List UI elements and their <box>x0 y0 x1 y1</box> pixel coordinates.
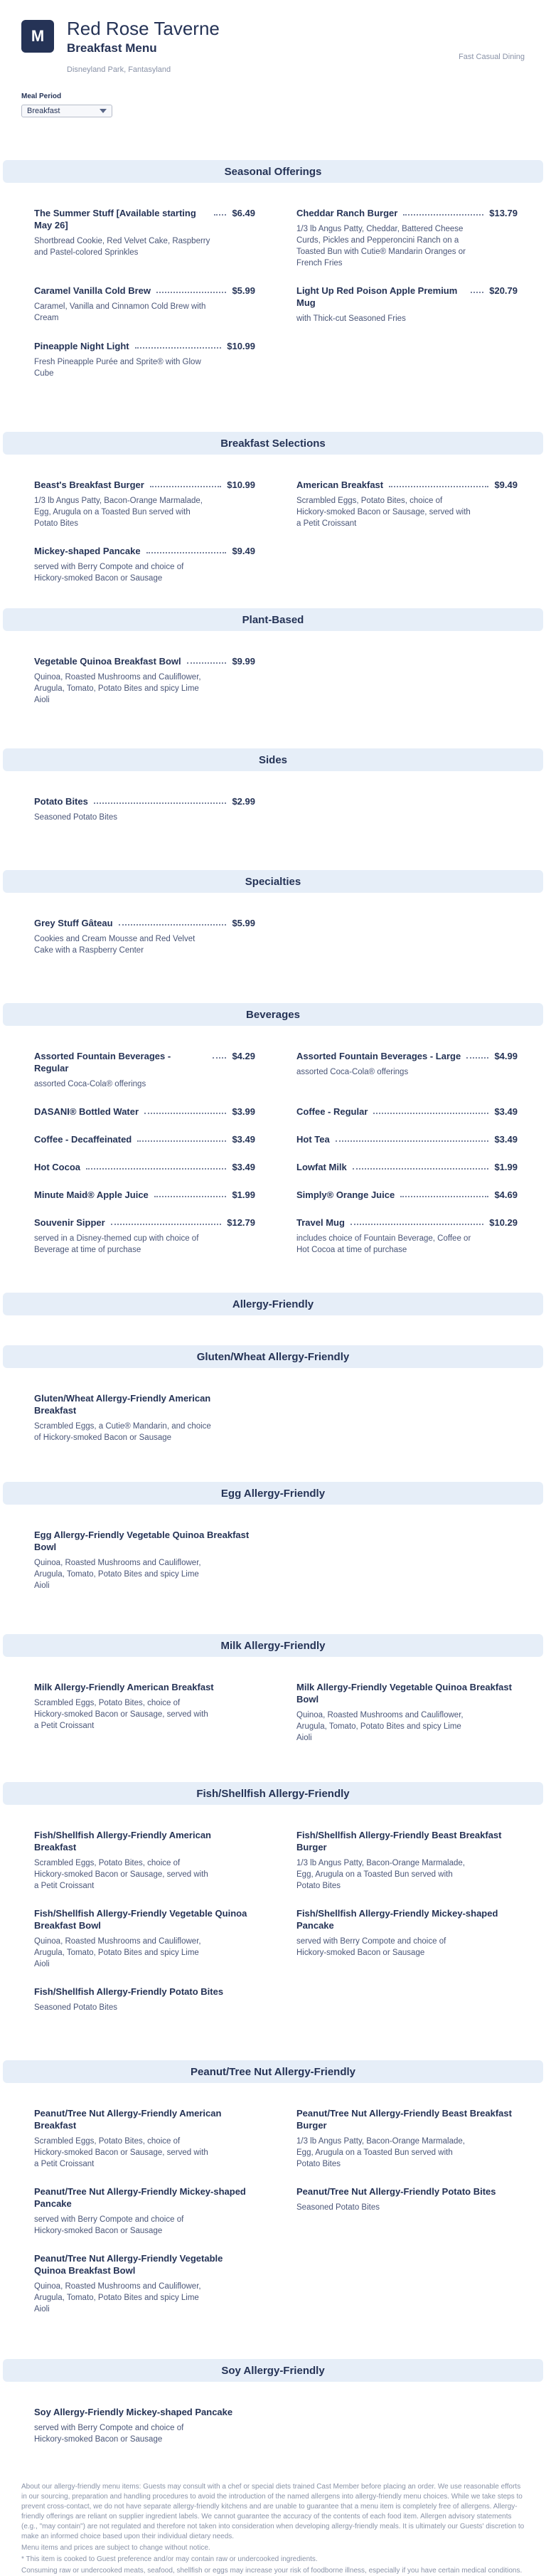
menu-item <box>296 1907 518 1970</box>
menu-item <box>34 1907 255 1970</box>
menu-item-header <box>34 1907 255 1931</box>
menu-item-description: 1/3 lb Angus Patty, Bacon-Orange Marmalade, Egg, Arugula on a Toasted Bun served with Potato Bites <box>296 1859 465 1890</box>
menu-item <box>34 1133 255 1145</box>
menu-item-header <box>34 1829 255 1853</box>
menu-item-name: Assorted Fountain Beverages - Large <box>296 1051 461 1061</box>
menu-item-header <box>296 1829 518 1853</box>
section-beverages <box>0 1003 546 1271</box>
menu-item-description: Quinoa, Roasted Mushrooms and Cauliflower, Arugula, Tomato, Potato Bites and spicy Lime Aioli <box>34 2282 201 2313</box>
price-leader-dots <box>373 1106 488 1114</box>
price-leader-dots <box>471 285 483 293</box>
menu-item-name: Beast's Breakfast Burger <box>34 479 144 490</box>
menu-item-description: served with Berry Compote and choice of Hickory-smoked Bacon or Sausage <box>34 2215 184 2235</box>
menu-item-name: The Summer Stuff [Available starting May 26] <box>34 208 196 230</box>
menu-item-name: Vegetable Quinoa Breakfast Bowl <box>34 656 181 667</box>
menu-item-list <box>0 631 546 721</box>
menu-item-header <box>34 207 255 231</box>
footer-note: * This item is cooked to Guest preference and/or may contain raw or undercooked ingredients. <box>21 2555 318 2563</box>
menu-item <box>296 1189 518 1201</box>
menu-item-description: Caramel, Vanilla and Cinnamon Cold Brew with Cream <box>34 302 206 322</box>
price-leader-dots <box>146 545 227 553</box>
menu-item-name: Gluten/Wheat Allergy-Friendly American Breakfast <box>34 1393 211 1416</box>
section-title: Seasonal Offerings <box>3 160 543 183</box>
menu-item <box>296 285 518 324</box>
footer-note: Consuming raw or undercooked meats, seafood, shellfish or eggs may increase your risk of foodborne illness, especially if you have certain medical conditions. <box>21 2567 523 2575</box>
menu-item <box>34 479 255 529</box>
menu-item-list <box>0 1368 546 1459</box>
price-leader-dots <box>336 1133 489 1142</box>
chevron-down-icon <box>100 109 107 113</box>
menu-item-description: 1/3 lb Angus Patty, Bacon-Orange Marmalade, Egg, Arugula on a Toasted Bun served with Potato Bites <box>34 497 203 528</box>
dining-type: Fast Casual Dining <box>459 53 525 61</box>
menu-item-description: assorted Coca-Cola® offerings <box>34 1080 146 1088</box>
menu-item-name: Hot Tea <box>296 1134 330 1145</box>
section-title: Fish/Shellfish Allergy-Friendly <box>3 1782 543 1805</box>
footer-note: Menu items and prices are subject to change without notice. <box>21 2544 210 2552</box>
menu-item-header <box>34 2406 255 2418</box>
price-leader-dots <box>150 479 221 487</box>
menu-item-header <box>34 2107 255 2131</box>
menu-item-list <box>0 1657 546 1759</box>
menu-item-price: $3.49 <box>494 1106 518 1117</box>
menu-item-header <box>34 340 255 352</box>
price-leader-dots <box>156 285 226 293</box>
price-leader-dots <box>466 1050 488 1059</box>
menu-item <box>296 1133 518 1145</box>
menu-item-list <box>0 455 546 600</box>
menu-item-description: Seasoned Potato Bites <box>296 2203 380 2212</box>
menu-item-description: served with Berry Compote and choice of Hickory-smoked Bacon or Sausage <box>34 563 184 583</box>
menu-item-name: Peanut/Tree Nut Allergy-Friendly Vegetable Quinoa Breakfast Bowl <box>34 2253 223 2276</box>
menu-item-header <box>296 1133 518 1145</box>
price-leader-dots <box>144 1106 226 1114</box>
menu-item-header <box>34 1133 255 1145</box>
menu-item-header <box>34 917 255 929</box>
menu-item <box>296 207 518 269</box>
menu-item-list <box>0 1805 546 2029</box>
price-leader-dots <box>94 795 227 804</box>
menu-item <box>296 1681 518 1744</box>
menu-item-name: Assorted Fountain Beverages - Regular <box>34 1051 171 1074</box>
menu-item-header <box>34 1529 255 1553</box>
restaurant-name: Red Rose Taverne <box>67 18 220 39</box>
menu-item-price: $13.79 <box>489 208 518 218</box>
menu-item-description: Scrambled Eggs, Potato Bites, choice of Hickory-smoked Bacon or Sausage, served with a Petit Croissant <box>296 497 471 528</box>
menu-item-list <box>0 183 546 395</box>
menu-item-price: $3.49 <box>232 1162 255 1172</box>
menu-item-name: Peanut/Tree Nut Allergy-Friendly Potato Bites <box>296 2186 496 2197</box>
section-title: Sides <box>3 748 543 771</box>
section-seasonal-offerings <box>0 160 546 395</box>
menu-item-header <box>34 285 255 297</box>
menu-item-description: served in a Disney-themed cup with choice of Beverage at time of purchase <box>34 1234 199 1254</box>
menu-name: Breakfast Menu <box>67 41 157 55</box>
menu-item-header <box>296 2107 518 2131</box>
menu-item-price: $3.99 <box>232 1106 255 1117</box>
menu-item-header <box>296 479 518 491</box>
menu-item-price: $3.49 <box>232 1134 255 1145</box>
menu-item-description: served with Berry Compote and choice of Hickory-smoked Bacon or Sausage <box>296 1937 446 1957</box>
menu-item-name: Light Up Red Poison Apple Premium Mug <box>296 285 458 308</box>
section-title: Plant-Based <box>3 608 543 631</box>
menu-item <box>34 1189 255 1201</box>
price-leader-dots <box>350 1217 483 1225</box>
price-leader-dots <box>137 1133 226 1142</box>
menu-item-name: Pineapple Night Light <box>34 341 129 351</box>
section-title: Milk Allergy-Friendly <box>3 1634 543 1657</box>
menu-item-name: Potato Bites <box>34 796 88 807</box>
section-peanut-tree-nut-allergy-friendly <box>0 2060 546 2331</box>
menu-item <box>34 545 255 584</box>
menu-item <box>34 207 255 269</box>
section-title: Breakfast Selections <box>3 432 543 455</box>
menu-item <box>34 655 255 706</box>
menu-item-header <box>34 479 255 491</box>
menu-item-description: Shortbread Cookie, Red Velvet Cake, Raspberry and Pastel-colored Sprinkles <box>34 237 210 257</box>
price-leader-dots <box>214 207 227 216</box>
menu-item <box>296 479 518 529</box>
menu-item-header <box>296 1681 518 1705</box>
menu-item-name: Egg Allergy-Friendly Vegetable Quinoa Breakfast Bowl <box>34 1530 250 1552</box>
menu-item-description: Seasoned Potato Bites <box>34 2003 117 2012</box>
menu-item-name: American Breakfast <box>296 479 384 490</box>
menu-item-description: 1/3 lb Angus Patty, Cheddar, Battered Cheese Curds, Pickles and Pepperoncini Ranch on a Toasted Bun with Cutie® Mandarin Oranges or French Fries <box>296 225 466 267</box>
menu-item-price: $20.79 <box>489 285 518 296</box>
menu-item-name: Simply® Orange Juice <box>296 1189 395 1200</box>
menu-item-description: Quinoa, Roasted Mushrooms and Cauliflower, Arugula, Tomato, Potato Bites and spicy Lime Aioli <box>34 1937 201 1968</box>
section-title: Soy Allergy-Friendly <box>3 2359 543 2382</box>
menu-item-name: Lowfat Milk <box>296 1162 347 1172</box>
menu-logo-icon: M <box>21 20 54 53</box>
meal-period <box>0 92 546 139</box>
section-title: Peanut/Tree Nut Allergy-Friendly <box>3 2060 543 2083</box>
section-plant-based <box>0 608 546 721</box>
menu-item <box>34 1986 255 2013</box>
menu-item-description: assorted Coca-Cola® offerings <box>296 1068 409 1076</box>
menu-item-header <box>34 545 255 557</box>
section-sides <box>0 748 546 839</box>
footer-notes <box>0 2461 546 2576</box>
menu-item-price: $2.99 <box>232 796 255 807</box>
menu-item-list <box>0 893 546 972</box>
price-leader-dots <box>111 1217 222 1225</box>
menu-item-name: Grey Stuff Gâteau <box>34 918 113 928</box>
menu-item-header <box>34 1161 255 1173</box>
section-title: Allergy-Friendly <box>3 1293 543 1315</box>
price-leader-dots <box>86 1161 226 1170</box>
menu-item-header <box>296 1161 518 1173</box>
menu-item-name: Peanut/Tree Nut Allergy-Friendly American Breakfast <box>34 2108 222 2131</box>
menu-item <box>296 1106 518 1118</box>
section-egg-allergy-friendly <box>0 1482 546 1607</box>
menu-sections <box>0 160 546 2461</box>
menu-item-price: $9.49 <box>232 546 255 556</box>
menu-item-list <box>0 1505 546 1607</box>
menu-item-description: Quinoa, Roasted Mushrooms and Cauliflower, Arugula, Tomato, Potato Bites and spicy Lime Aioli <box>34 673 201 704</box>
menu-item-name: Fish/Shellfish Allergy-Friendly Beast Breakfast Burger <box>296 1830 502 1853</box>
meal-period-value: Breakfast <box>27 107 60 115</box>
meal-period-label: Meal Period <box>21 92 62 100</box>
menu-item-description: Quinoa, Roasted Mushrooms and Cauliflower, Arugula, Tomato, Potato Bites and spicy Lime Aioli <box>296 1711 464 1742</box>
menu-item-price: $6.49 <box>232 208 255 218</box>
menu-item-header <box>34 1106 255 1118</box>
section-allergy-friendly <box>0 1293 546 1315</box>
menu-item <box>34 285 255 324</box>
menu-item-name: Travel Mug <box>296 1217 345 1228</box>
menu-item-description: Cookies and Cream Mousse and Red Velvet Cake with a Raspberry Center <box>34 935 196 955</box>
section-title: Gluten/Wheat Allergy-Friendly <box>3 1345 543 1368</box>
menu-item <box>296 1161 518 1173</box>
menu-item <box>296 2107 518 2170</box>
menu-item-description: Scrambled Eggs, a Cutie® Mandarin, and choice of Hickory-smoked Bacon or Sausage <box>34 1422 211 1442</box>
menu-item <box>34 2185 255 2237</box>
menu-item-name: Fish/Shellfish Allergy-Friendly Vegetable Quinoa Breakfast Bowl <box>34 1908 247 1931</box>
menu-item-header <box>296 2185 518 2198</box>
menu-item-name: Coffee - Regular <box>296 1106 368 1117</box>
menu-item-name: Peanut/Tree Nut Allergy-Friendly Mickey-shaped Pancake <box>34 2186 246 2209</box>
menu-item-name: Mickey-shaped Pancake <box>34 546 141 556</box>
menu-item <box>34 917 255 956</box>
menu-item-header <box>296 1106 518 1118</box>
section-title: Beverages <box>3 1003 543 1026</box>
menu-item <box>34 1106 255 1118</box>
menu-item-price: $4.29 <box>232 1051 255 1061</box>
menu-item-description: Seasoned Potato Bites <box>34 813 117 822</box>
menu-item-name: Fish/Shellfish Allergy-Friendly Potato Bites <box>34 1986 224 1997</box>
menu-item-description: served with Berry Compote and choice of Hickory-smoked Bacon or Sausage <box>34 2424 184 2444</box>
price-leader-dots <box>403 207 483 216</box>
menu-item-price: $4.99 <box>494 1051 518 1061</box>
menu-item-header <box>34 795 255 807</box>
menu-item-name: Souvenir Sipper <box>34 1217 105 1228</box>
price-leader-dots <box>187 655 227 664</box>
menu-item <box>296 1050 518 1090</box>
menu-item-header <box>296 1050 518 1062</box>
menu-item <box>296 1217 518 1256</box>
menu-item-header <box>34 1189 255 1201</box>
section-milk-allergy-friendly <box>0 1634 546 1759</box>
price-leader-dots <box>154 1189 227 1197</box>
menu-item-price: $10.99 <box>227 341 255 351</box>
menu-item-price: $5.99 <box>232 285 255 296</box>
menu-item-price: $1.99 <box>232 1189 255 1200</box>
menu-item-name: Soy Allergy-Friendly Mickey-shaped Pancake <box>34 2407 233 2417</box>
menu-item-name: Fish/Shellfish Allergy-Friendly Mickey-shaped Pancake <box>296 1908 498 1931</box>
menu-item <box>34 2252 255 2315</box>
menu-item-header <box>296 1907 518 1931</box>
menu-item-list <box>0 2083 546 2331</box>
menu-item-description: 1/3 lb Angus Patty, Bacon-Orange Marmalade, Egg, Arugula on a Toasted Bun served with Potato Bites <box>296 2137 465 2168</box>
section-title: Egg Allergy-Friendly <box>3 1482 543 1505</box>
menu-item-name: Caramel Vanilla Cold Brew <box>34 285 151 296</box>
menu-item-list <box>0 2382 546 2461</box>
menu-item-list <box>0 771 546 839</box>
menu-item-description: Scrambled Eggs, Potato Bites, choice of Hickory-smoked Bacon or Sausage, served with a Petit Croissant <box>34 1859 208 1890</box>
menu-item-price: $10.29 <box>489 1217 518 1228</box>
menu-item <box>34 1529 255 1591</box>
menu-item-header <box>296 285 518 309</box>
menu-item-list <box>0 1026 546 1271</box>
location: Disneyland Park, Fantasyland <box>67 65 171 74</box>
price-leader-dots <box>389 479 488 487</box>
menu-item-description: with Thick-cut Seasoned Fries <box>296 314 406 323</box>
menu-item <box>34 1829 255 1892</box>
section-breakfast-selections <box>0 432 546 600</box>
menu-item <box>296 1829 518 1892</box>
menu-item <box>34 1392 255 1443</box>
section-gluten-wheat-allergy-friendly <box>0 1345 546 1459</box>
price-leader-dots <box>119 917 227 926</box>
menu-item-price: $3.49 <box>494 1134 518 1145</box>
menu-item-name: Hot Cocoa <box>34 1162 80 1172</box>
price-leader-dots <box>135 340 222 349</box>
menu-item-price: $9.99 <box>232 656 255 667</box>
menu-item-description: includes choice of Fountain Beverage, Coffee or Hot Cocoa at time of purchase <box>296 1234 471 1254</box>
section-specialties <box>0 870 546 972</box>
menu-item-header <box>34 2252 255 2276</box>
menu-item-header <box>34 1681 255 1693</box>
menu-item-description: Scrambled Eggs, Potato Bites, choice of Hickory-smoked Bacon or Sausage, served with a Petit Croissant <box>34 1699 208 1730</box>
header-titles <box>67 17 459 74</box>
menu-item <box>34 1050 255 1090</box>
menu-item <box>34 2406 255 2445</box>
section-fish-shellfish-allergy-friendly <box>0 1782 546 2029</box>
menu-item-description: Scrambled Eggs, Potato Bites, choice of Hickory-smoked Bacon or Sausage, served with a Petit Croissant <box>34 2137 208 2168</box>
menu-item-header <box>296 207 518 219</box>
menu-item-price: $10.99 <box>227 479 255 490</box>
menu-item-price: $1.99 <box>494 1162 518 1172</box>
menu-item-price: $4.69 <box>494 1189 518 1200</box>
menu-item-header <box>296 1189 518 1201</box>
menu-item-name: Milk Allergy-Friendly Vegetable Quinoa Breakfast Bowl <box>296 1682 512 1705</box>
menu-item-name: Milk Allergy-Friendly American Breakfast <box>34 1682 214 1692</box>
menu-item-description: Quinoa, Roasted Mushrooms and Cauliflower, Arugula, Tomato, Potato Bites and spicy Lime Aioli <box>34 1559 201 1590</box>
menu-item-header <box>296 1217 518 1229</box>
menu-item <box>34 340 255 379</box>
menu-item <box>34 1681 255 1744</box>
menu-item-header <box>34 1392 255 1416</box>
menu-item-header <box>34 655 255 667</box>
page-header <box>0 0 546 92</box>
menu-item-price: $5.99 <box>232 918 255 928</box>
footer-note: About our allergy-friendly menu items: Guests may consult with a chef or special diets trained Cast Member before placing an order. We use reasonable efforts in our sourcing, preparation and handling procedures to avoid the introduction of the named allergens into allergy-friendly menu choices. While we take steps to prevent cross-contact, we do not have separate allergy-friendly kitchens and are unable to guarantee that a menu item is completely free of allergens. Allergy-friendly offerings are reliant on supplier ingredient labels. We cannot guarantee the accuracy of the contents of each food item. Allergen advisory statements (e.g., "may contain") are not regulated and therefore not taken into consideration when developing allergy-friendly meals. It is ultimately our Guests' discretion to make an informed choice based upon their individual dietary needs. <box>21 2483 525 2540</box>
menu-item-name: Peanut/Tree Nut Allergy-Friendly Beast Breakfast Burger <box>296 2108 512 2131</box>
menu-item <box>34 795 255 823</box>
menu-item-header <box>34 2185 255 2210</box>
menu-item-name: Coffee - Decaffeinated <box>34 1134 132 1145</box>
menu-item-name: DASANI® Bottled Water <box>34 1106 139 1117</box>
section-soy-allergy-friendly <box>0 2359 546 2461</box>
menu-item <box>34 1161 255 1173</box>
menu-item <box>34 2107 255 2170</box>
menu-item-description: Fresh Pineapple Purée and Sprite® with Glow Cube <box>34 358 201 378</box>
price-leader-dots <box>400 1189 488 1197</box>
menu-item-price: $12.79 <box>227 1217 255 1228</box>
price-leader-dots <box>213 1050 227 1059</box>
menu-item-name: Minute Maid® Apple Juice <box>34 1189 149 1200</box>
menu-item <box>34 1217 255 1256</box>
menu-item-header <box>34 1217 255 1229</box>
menu-item-name: Fish/Shellfish Allergy-Friendly American Breakfast <box>34 1830 211 1853</box>
menu-item <box>296 2185 518 2237</box>
meal-period-select[interactable] <box>21 105 112 117</box>
menu-item-header <box>34 1050 255 1074</box>
menu-item-name: Cheddar Ranch Burger <box>296 208 398 218</box>
menu-item-header <box>34 1986 255 1998</box>
menu-item-price: $9.49 <box>494 479 518 490</box>
section-title: Specialties <box>3 870 543 893</box>
price-leader-dots <box>353 1161 489 1170</box>
